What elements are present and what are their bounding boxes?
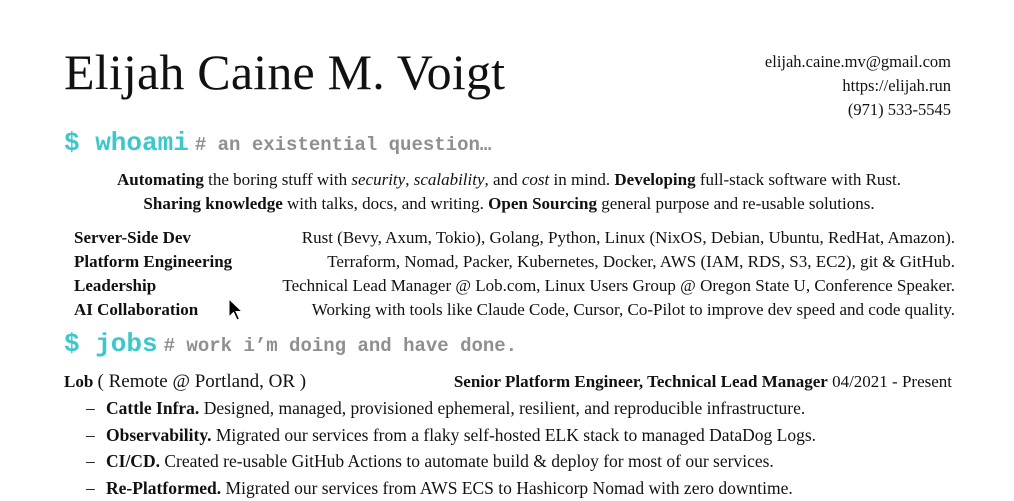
bullet-text: Migrated our services from AWS ECS to Hashicorp Nomad with zero downtime. <box>221 478 793 498</box>
skill-row-ai-collaboration <box>74 298 955 322</box>
job-company-block <box>64 370 306 394</box>
job-header-lob <box>64 370 952 394</box>
job-company: Lob <box>64 372 93 391</box>
bullet-text: Created re-usable GitHub Actions to automate build & deploy for most of our services. <box>160 451 774 471</box>
skill-label: AI Collaboration <box>74 298 198 322</box>
summary-emphasis: scalability <box>414 170 485 189</box>
summary-text: with talks, docs, and writing. <box>283 194 488 213</box>
dash-icon: – <box>86 475 106 501</box>
summary-keyword: Open Sourcing <box>488 194 597 213</box>
skills-table <box>74 226 955 322</box>
summary-line-2 <box>64 192 954 216</box>
bullet-heading: Cattle Infra. <box>106 398 199 418</box>
contact-phone: (971) 533-5545 <box>765 98 951 122</box>
skill-label: Platform Engineering <box>74 250 232 274</box>
whoami-prompt: $ whoami <box>64 128 189 158</box>
skill-label: Leadership <box>74 274 156 298</box>
dash-icon: – <box>86 448 106 475</box>
summary-keyword: Automating <box>117 170 204 189</box>
bullet-heading: Observability. <box>106 425 212 445</box>
summary-keyword: Sharing knowledge <box>143 194 282 213</box>
job-bullets <box>86 395 816 501</box>
skill-value: Terraform, Nomad, Packer, Kubernetes, Docker, AWS (IAM, RDS, S3, EC2), git & GitHub. <box>327 250 955 274</box>
resume-name: Elijah Caine M. Voigt <box>64 40 505 104</box>
skill-value: Rust (Bevy, Axum, Tokio), Golang, Python, Linux (NixOS, Debian, Ubuntu, RedHat, Amazon). <box>302 226 955 250</box>
job-title: Senior Platform Engineer, Technical Lead Manager <box>454 372 828 391</box>
summary-text: general purpose and re-usable solutions. <box>597 194 875 213</box>
contact-website[interactable]: https://elijah.run <box>765 74 951 98</box>
job-location: ( Remote @ Portland, OR ) <box>98 371 307 392</box>
jobs-prompt: $ jobs <box>64 329 158 359</box>
job-bullet <box>86 422 816 449</box>
job-bullet <box>86 395 816 422</box>
summary-emphasis: security <box>351 170 405 189</box>
summary-line-1 <box>64 168 954 192</box>
summary-text: in mind. <box>549 170 614 189</box>
section-heading-whoami <box>64 128 491 158</box>
skill-value: Working with tools like Claude Code, Cursor, Co-Pilot to improve dev speed and code quality. <box>312 298 955 322</box>
jobs-comment: # work i’m doing and have done. <box>164 335 517 357</box>
contact-email[interactable]: elijah.caine.mv@gmail.com <box>765 50 951 74</box>
bullet-text: Designed, managed, provisioned ephemeral, resilient, and reproducible infrastructure. <box>199 398 805 418</box>
job-title-block <box>454 370 952 394</box>
mouse-cursor-icon <box>228 298 244 322</box>
summary-block <box>64 168 954 216</box>
dash-icon: – <box>86 395 106 422</box>
dash-icon: – <box>86 422 106 449</box>
skill-row-server-side-dev <box>74 226 955 250</box>
summary-text: the boring stuff with <box>204 170 351 189</box>
skill-label: Server-Side Dev <box>74 226 191 250</box>
skill-row-platform-engineering <box>74 250 955 274</box>
summary-keyword: Developing <box>614 170 695 189</box>
bullet-heading: Re-Platformed. <box>106 478 221 498</box>
summary-text: , <box>405 170 414 189</box>
skill-value: Technical Lead Manager @ Lob.com, Linux Users Group @ Oregon State U, Conference Speaker. <box>282 274 955 298</box>
summary-text: , and <box>485 170 522 189</box>
bullet-heading: CI/CD. <box>106 451 160 471</box>
summary-text: full-stack software with Rust. <box>696 170 901 189</box>
section-heading-jobs <box>64 329 517 359</box>
contact-block <box>765 50 951 122</box>
skill-row-leadership <box>74 274 955 298</box>
job-dates: 04/2021 - Present <box>832 372 952 391</box>
bullet-text: Migrated our services from a flaky self-hosted ELK stack to managed DataDog Logs. <box>212 425 817 445</box>
summary-emphasis: cost <box>522 170 549 189</box>
whoami-comment: # an existential question… <box>195 134 491 156</box>
job-bullet <box>86 475 816 501</box>
job-bullet <box>86 448 816 475</box>
